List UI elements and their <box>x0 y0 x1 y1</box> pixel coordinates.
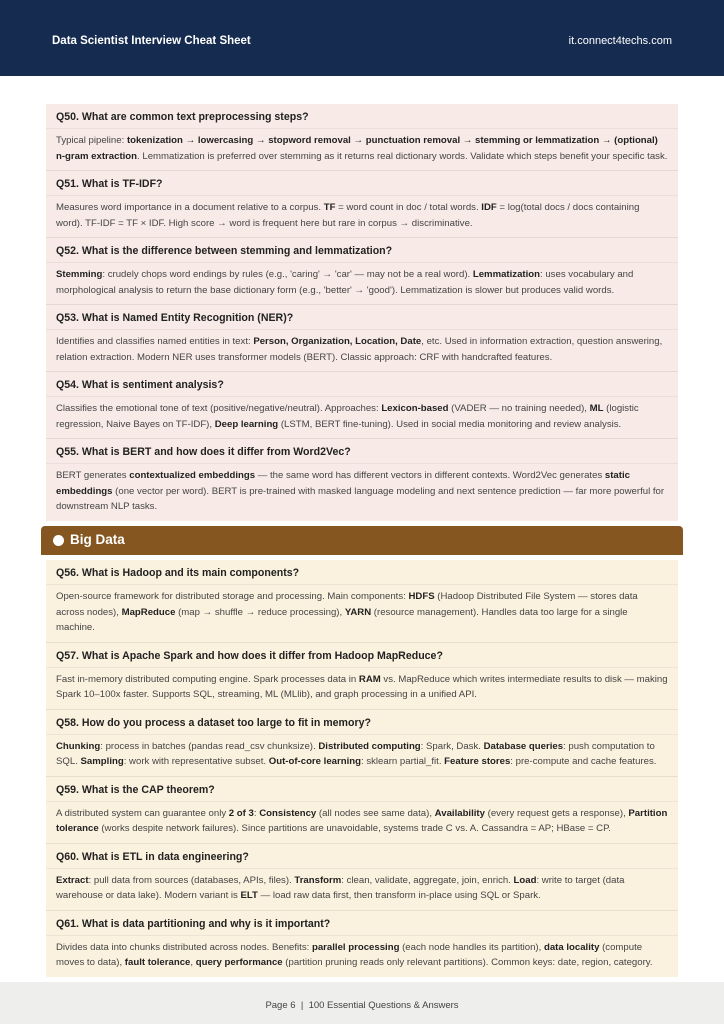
answer-bold-text: Consistency <box>259 807 317 819</box>
question: Q56. What is Hadoop and its main components? <box>46 560 678 585</box>
answer-bold-text: Distributed computing <box>318 740 421 752</box>
answer-bold-text: Deep learning <box>214 418 279 430</box>
answer-bold-text: Database queries <box>483 740 564 752</box>
answer-text: Fast in-memory distributed computing engine. Spark processes data in <box>56 673 359 685</box>
bigdata-qa-list <box>46 560 678 977</box>
qa-item <box>46 710 678 777</box>
answer <box>46 397 678 438</box>
qa-item <box>46 439 678 521</box>
answer-text: vs. MapReduce which writes intermediate results to disk — making Spark 10–100x faster. Supports SQL, streaming, ML (MLlib), and graph processing in a unified API. <box>56 673 668 700</box>
section-title: Big Data <box>70 532 125 547</box>
site-url: it.connect4techs.com <box>568 35 672 47</box>
question: Q60. What is ETL in data engineering? <box>46 844 678 869</box>
answer <box>46 936 678 977</box>
answer-text: , etc. Used in information extraction, question answering, relation extraction. Modern NER uses transformer models (BERT). Classic approach: CRF with handcrafted features. <box>56 336 663 363</box>
answer <box>46 802 678 843</box>
answer-text: : push computation to SQL. <box>56 740 655 767</box>
qa-item <box>46 238 678 305</box>
nlp-qa-list <box>46 104 678 521</box>
answer <box>46 196 678 237</box>
answer <box>46 585 678 642</box>
answer-text: Measures word importance in a document relative to a corpus. <box>56 202 324 213</box>
qa-item <box>46 911 678 977</box>
answer <box>46 263 678 304</box>
question: Q51. What is TF-IDF? <box>46 171 678 196</box>
answer-text: : write to target (data warehouse or data lake). Modern variant is <box>56 874 625 901</box>
answer-text: : pull data from sources (databases, APIs, files). <box>88 874 295 886</box>
answer-bold-text: RAM <box>358 673 381 685</box>
answer-text: (VADER — no training needed), <box>448 403 590 414</box>
answer-bold-text: ELT <box>240 890 258 901</box>
answer-bold-text: tokenization → lowercasing → stopword removal → punctuation removal → stemming or lemmatization → (optional) n-gram extraction <box>56 135 658 162</box>
answer-bold-text: data locality <box>543 941 600 953</box>
answer-bold-text: YARN <box>344 606 372 618</box>
question: Q61. What is data partitioning and why is it important? <box>46 911 678 936</box>
answer-text: : work with representative subset. <box>123 756 269 767</box>
qa-item <box>46 305 678 372</box>
answer-bold-text: parallel processing <box>311 941 400 953</box>
answer-text: : clean, validate, aggregate, join, enrich. <box>341 874 514 886</box>
answer-text: Divides data into chunks distributed across nodes. Benefits: <box>56 941 312 953</box>
answer-text: — the same word has different vectors in different contexts. Word2Vec generates <box>255 470 605 481</box>
answer-text: (all nodes see same data), <box>316 807 435 819</box>
answer-text: (partition pruning reads only relevant partitions). Common keys: date, region, category. <box>282 957 653 968</box>
answer-bold-text: fault tolerance <box>124 957 191 968</box>
answer-text: (one vector per word). BERT is pre-trained with masked language modeling and next sentence prediction — far more powerful for downstream NLP tasks. <box>56 485 665 512</box>
qa-item <box>46 643 678 710</box>
answer-text: (every request gets a response), <box>484 807 629 819</box>
question: Q55. What is BERT and how does it differ from Word2Vec? <box>46 439 678 464</box>
answer-text: = log(total docs / docs containing word). TF-IDF = TF × IDF. High score → word is frequent here but rare in corpus → discriminative. <box>56 202 640 229</box>
answer-text: : pre-compute and cache features. <box>510 756 657 767</box>
answer-text: Open-source framework for distributed storage and processing. Main components: <box>56 591 409 602</box>
page-footer <box>0 982 724 1024</box>
answer-bold-text: query performance <box>195 957 283 968</box>
answer-bold-text: Extract <box>56 874 89 886</box>
answer-text: : sklearn partial_fit. <box>360 756 445 767</box>
answer <box>46 330 678 371</box>
answer-text: : crudely chops word endings by rules (e.g., 'caring' → 'car' — may not be a real word). <box>102 269 473 280</box>
answer-text: (logistic regression, Naive Bayes on TF-IDF), <box>56 403 639 430</box>
footer-text: Page 6 | 100 Essential Questions & Answers <box>265 1000 459 1011</box>
answer-bold-text: Partition tolerance <box>56 807 668 834</box>
qa-item <box>46 171 678 238</box>
answer <box>46 464 678 521</box>
answer-bold-text: Sampling <box>80 756 124 767</box>
answer-bold-text: 2 of 3 <box>228 807 254 819</box>
bullet-dot-icon <box>53 535 64 546</box>
question: Q57. What is Apache Spark and how does it differ from Hadoop MapReduce? <box>46 643 678 668</box>
answer-bold-text: Lexicon-based <box>381 403 449 414</box>
section-header-big-data <box>41 526 683 555</box>
answer-bold-text: HDFS <box>408 591 435 602</box>
question: Q52. What is the difference between stemming and lemmatization? <box>46 238 678 263</box>
answer-bold-text: Out-of-core learning <box>268 756 361 767</box>
answer-text: (works despite network failures). Since partitions are unavoidable, systems trade C vs. A. Cassandra = AP; HBase = CP. <box>98 823 611 834</box>
question: Q53. What is Named Entity Recognition (NER)? <box>46 305 678 330</box>
answer-text: (compute moves to data), <box>56 941 643 968</box>
answer-text: Typical pipeline: <box>56 135 127 146</box>
question: Q59. What is the CAP theorem? <box>46 777 678 802</box>
answer-bold-text: Load <box>513 874 537 886</box>
answer-bold-text: TF <box>323 202 336 213</box>
answer-bold-text: Person, Organization, Location, Date <box>253 336 422 347</box>
answer-text: . Lemmatization is preferred over stemming as it returns real dictionary words. Validate which steps benefit your specific task. <box>137 150 668 162</box>
answer-text: : <box>253 807 260 819</box>
answer-text: Identifies and classifies named entities in text: <box>56 336 254 347</box>
answer-text: = word count in doc / total words. <box>335 202 482 213</box>
answer-bold-text: ML <box>589 403 604 414</box>
answer <box>46 668 678 709</box>
qa-item <box>46 560 678 643</box>
question: Q54. What is sentiment analysis? <box>46 372 678 397</box>
answer-bold-text: IDF <box>481 202 497 213</box>
answer-bold-text: Transform <box>294 874 342 886</box>
answer-text: : process in batches (pandas read_csv chunksize). <box>100 740 319 752</box>
answer-text: : Spark, Dask. <box>420 740 484 752</box>
answer-text: Classifies the emotional tone of text (positive/negative/neutral). Approaches: <box>56 403 382 414</box>
answer-text: (each node handles its partition), <box>399 941 544 953</box>
answer <box>46 869 678 910</box>
answer-text: (resource management). Handles data too large for a single machine. <box>56 606 628 633</box>
answer <box>46 129 678 170</box>
answer-bold-text: Chunking <box>56 740 101 752</box>
answer-text: : uses vocabulary and morphological analysis to return the base dictionary form (e.g., 'better' → 'good'). Lemmatization is slower but produces valid words. <box>56 269 634 296</box>
answer-text: (map → shuffle → reduce processing), <box>175 606 345 618</box>
answer-text: (Hadoop Distributed File System — stores data across nodes), <box>56 591 638 618</box>
answer-text: , <box>190 957 196 968</box>
answer-text: — load raw data first, then transform in-place using SQL or Spark. <box>257 890 541 901</box>
answer-bold-text: MapReduce <box>121 606 176 618</box>
answer-bold-text: Feature stores <box>444 756 511 767</box>
qa-item <box>46 844 678 911</box>
qa-item <box>46 372 678 439</box>
page-header <box>0 0 724 76</box>
answer-text: BERT generates <box>56 470 130 481</box>
question: Q58. How do you process a dataset too large to fit in memory? <box>46 710 678 735</box>
answer <box>46 735 678 776</box>
qa-item <box>46 104 678 171</box>
answer-bold-text: contextualized embeddings <box>129 470 256 481</box>
answer-text: (LSTM, BERT fine-tuning). Used in social media monitoring and review analysis. <box>278 418 622 430</box>
document-title: Data Scientist Interview Cheat Sheet <box>52 35 251 47</box>
answer-bold-text: Stemming <box>56 269 103 280</box>
qa-item <box>46 777 678 844</box>
answer-text: A distributed system can guarantee only <box>56 807 229 819</box>
question: Q50. What are common text preprocessing steps? <box>46 104 678 129</box>
answer-bold-text: Availability <box>434 807 485 819</box>
answer-bold-text: Lemmatization <box>472 269 541 280</box>
answer-bold-text: static embeddings <box>56 470 630 497</box>
